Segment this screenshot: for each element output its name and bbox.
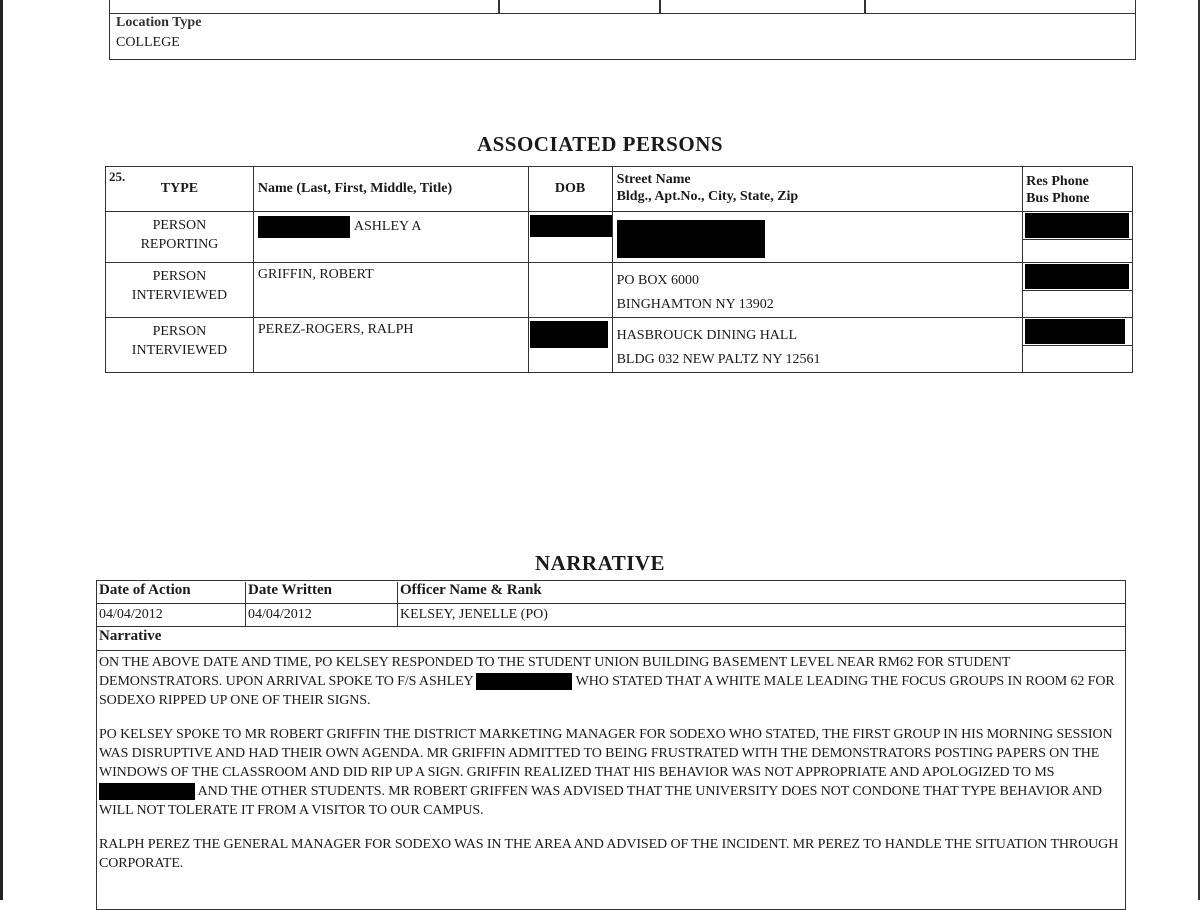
res-phone-cell xyxy=(1023,318,1132,346)
location-top-row xyxy=(110,0,1135,14)
address-line1: HASBROUCK DINING HALL xyxy=(616,328,798,343)
table-row xyxy=(106,263,1133,318)
narrative-label: Narrative xyxy=(99,628,162,644)
narrative-values-row xyxy=(97,604,1125,627)
bus-phone-cell xyxy=(1023,240,1132,262)
date-of-action-value: 04/04/2012 xyxy=(99,607,163,622)
narrative-paragraph xyxy=(99,835,1121,873)
dob-cell xyxy=(528,212,612,263)
location-type-value: COLLEGE xyxy=(116,35,180,50)
type-cell xyxy=(106,263,254,318)
name-cell xyxy=(253,212,528,263)
redaction-block xyxy=(99,783,195,800)
narrative-paragraph xyxy=(99,725,1121,820)
res-phone-cell xyxy=(1023,263,1132,291)
table-row xyxy=(106,318,1133,373)
phone-cell xyxy=(1023,263,1133,318)
phone-cell xyxy=(1023,212,1133,263)
name-header: Name (Last, First, Middle, Title) xyxy=(253,167,528,212)
narrative-title: NARRATIVE xyxy=(534,551,666,575)
associated-persons-title: ASSOCIATED PERSONS xyxy=(476,132,724,156)
name-cell xyxy=(253,318,528,373)
type-cell xyxy=(106,318,254,373)
type-line1: PERSON xyxy=(152,324,207,339)
table-row xyxy=(106,212,1133,263)
name-cell xyxy=(253,263,528,318)
table-header-row xyxy=(106,167,1133,212)
address-cell xyxy=(612,318,1023,373)
type-line2: INTERVIEWED xyxy=(131,288,228,303)
person-name: GRIFFIN, ROBERT xyxy=(257,267,374,282)
address-line1: PO BOX 6000 xyxy=(616,273,700,288)
field-number: 25. xyxy=(109,169,126,184)
dob-header: DOB xyxy=(528,167,612,212)
res-phone-cell xyxy=(1023,212,1132,240)
narrative-text xyxy=(99,653,1121,888)
res-phone-header: Res Phone xyxy=(1026,174,1089,189)
type-line1: PERSON xyxy=(152,269,207,284)
redaction-block xyxy=(530,215,612,237)
person-name: PEREZ-ROGERS, RALPH xyxy=(257,322,414,337)
cell-divider xyxy=(864,0,866,13)
narrative-text-segment: ON THE ABOVE DATE AND TIME, PO KELSEY RESPONDED TO THE STUDENT UNION BUILDING BASEMENT LEVEL NEAR RM62 FOR STUDENT DEMONSTRATORS. UPON ARRIVAL SPOKE TO F/S ASHLEY xyxy=(99,655,1011,689)
redaction-block xyxy=(258,216,350,238)
narrative-box xyxy=(96,580,1126,910)
person-name: ASHLEY A xyxy=(353,219,422,235)
narrative-text-segment: PO KELSEY SPOKE TO MR ROBERT GRIFFIN THE DISTRICT MARKETING MANAGER FOR SODEXO WHO STATED, THE FIRST GROUP IN HIS MORNING SESSION WAS DISRUPTIVE AND HAD THEIR OWN AGENDA. MR GRIFFIN ADMITTED TO BEING FRUSTRATED WITH THE DEMONSTRATORS POSTING PAPERS ON THE WINDOWS OF THE CLASSROOM AND DID RIP UP A SIGN. GRIFFIN REALIZED THAT HIS BEHAVIOR WAS NOT APPROPRIATE AND APOLOGIZED TO MS xyxy=(99,727,1113,780)
address-line2: BLDG 032 NEW PALTZ NY 12561 xyxy=(616,352,821,367)
address-cell xyxy=(612,263,1023,318)
phone-cell xyxy=(1023,318,1133,373)
associated-persons-table xyxy=(105,166,1133,373)
cell-divider xyxy=(498,0,500,13)
redaction-block xyxy=(1025,213,1129,238)
date-of-action-label: Date of Action xyxy=(99,582,191,598)
narrative-text-segment: AND THE OTHER STUDENTS. MR ROBERT GRIFFEN WAS ADVISED THAT THE UNIVERSITY DOES NOT CONDONE THAT TYPE BEHAVIOR AND WILL NOT TOLERATE IT FROM A VISITOR TO OUR CAMPUS. xyxy=(99,784,1102,818)
narrative-text-segment: RALPH PEREZ THE GENERAL MANAGER FOR SODEXO WAS IN THE AREA AND ADVISED OF THE INCIDENT. MR PEREZ TO HANDLE THE SITUATION THROUGH CORPORATE. xyxy=(99,837,1119,871)
officer-name-label: Officer Name & Rank xyxy=(397,582,1125,603)
type-cell xyxy=(106,212,254,263)
redaction-block xyxy=(1025,319,1125,344)
redaction-block xyxy=(617,220,765,258)
type-header xyxy=(106,167,254,212)
officer-name-value: KELSEY, JENELLE (PO) xyxy=(397,604,1125,626)
type-line2: INTERVIEWED xyxy=(131,343,228,358)
bus-phone-cell xyxy=(1023,346,1132,368)
redaction-block xyxy=(1025,264,1129,289)
location-type-label: Location Type xyxy=(116,15,202,30)
redaction-block xyxy=(476,673,572,690)
narrative-text-segment: WHO STATED THAT A WHITE MALE LEADING THE FOCUS GROUPS IN ROOM 62 FOR SODEXO RIPPED UP ONE OF THEIR SIGNS. xyxy=(99,674,1115,708)
narrative-paragraph xyxy=(99,653,1121,710)
type-line1: PERSON xyxy=(152,218,207,233)
narrative-label-row xyxy=(97,627,1125,651)
cell-divider xyxy=(659,0,661,13)
dob-cell xyxy=(528,263,612,318)
date-written-value: 04/04/2012 xyxy=(245,604,398,626)
narrative-header-row xyxy=(97,581,1125,604)
address-cell xyxy=(612,212,1023,263)
phone-header xyxy=(1023,167,1133,212)
address-line2: BINGHAMTON NY 13902 xyxy=(616,297,774,312)
address-header-line1: Street Name xyxy=(616,172,691,187)
location-box xyxy=(109,0,1136,60)
address-header xyxy=(612,167,1023,212)
dob-cell xyxy=(528,318,612,373)
type-line2: REPORTING xyxy=(140,237,219,252)
redaction-block xyxy=(530,321,608,348)
address-header-line2: Bldg., Apt.No., City, State, Zip xyxy=(616,189,799,204)
date-written-label: Date Written xyxy=(245,582,398,603)
bus-phone-header: Bus Phone xyxy=(1026,191,1090,206)
type-header-label: TYPE xyxy=(160,181,199,196)
bus-phone-cell xyxy=(1023,291,1132,313)
